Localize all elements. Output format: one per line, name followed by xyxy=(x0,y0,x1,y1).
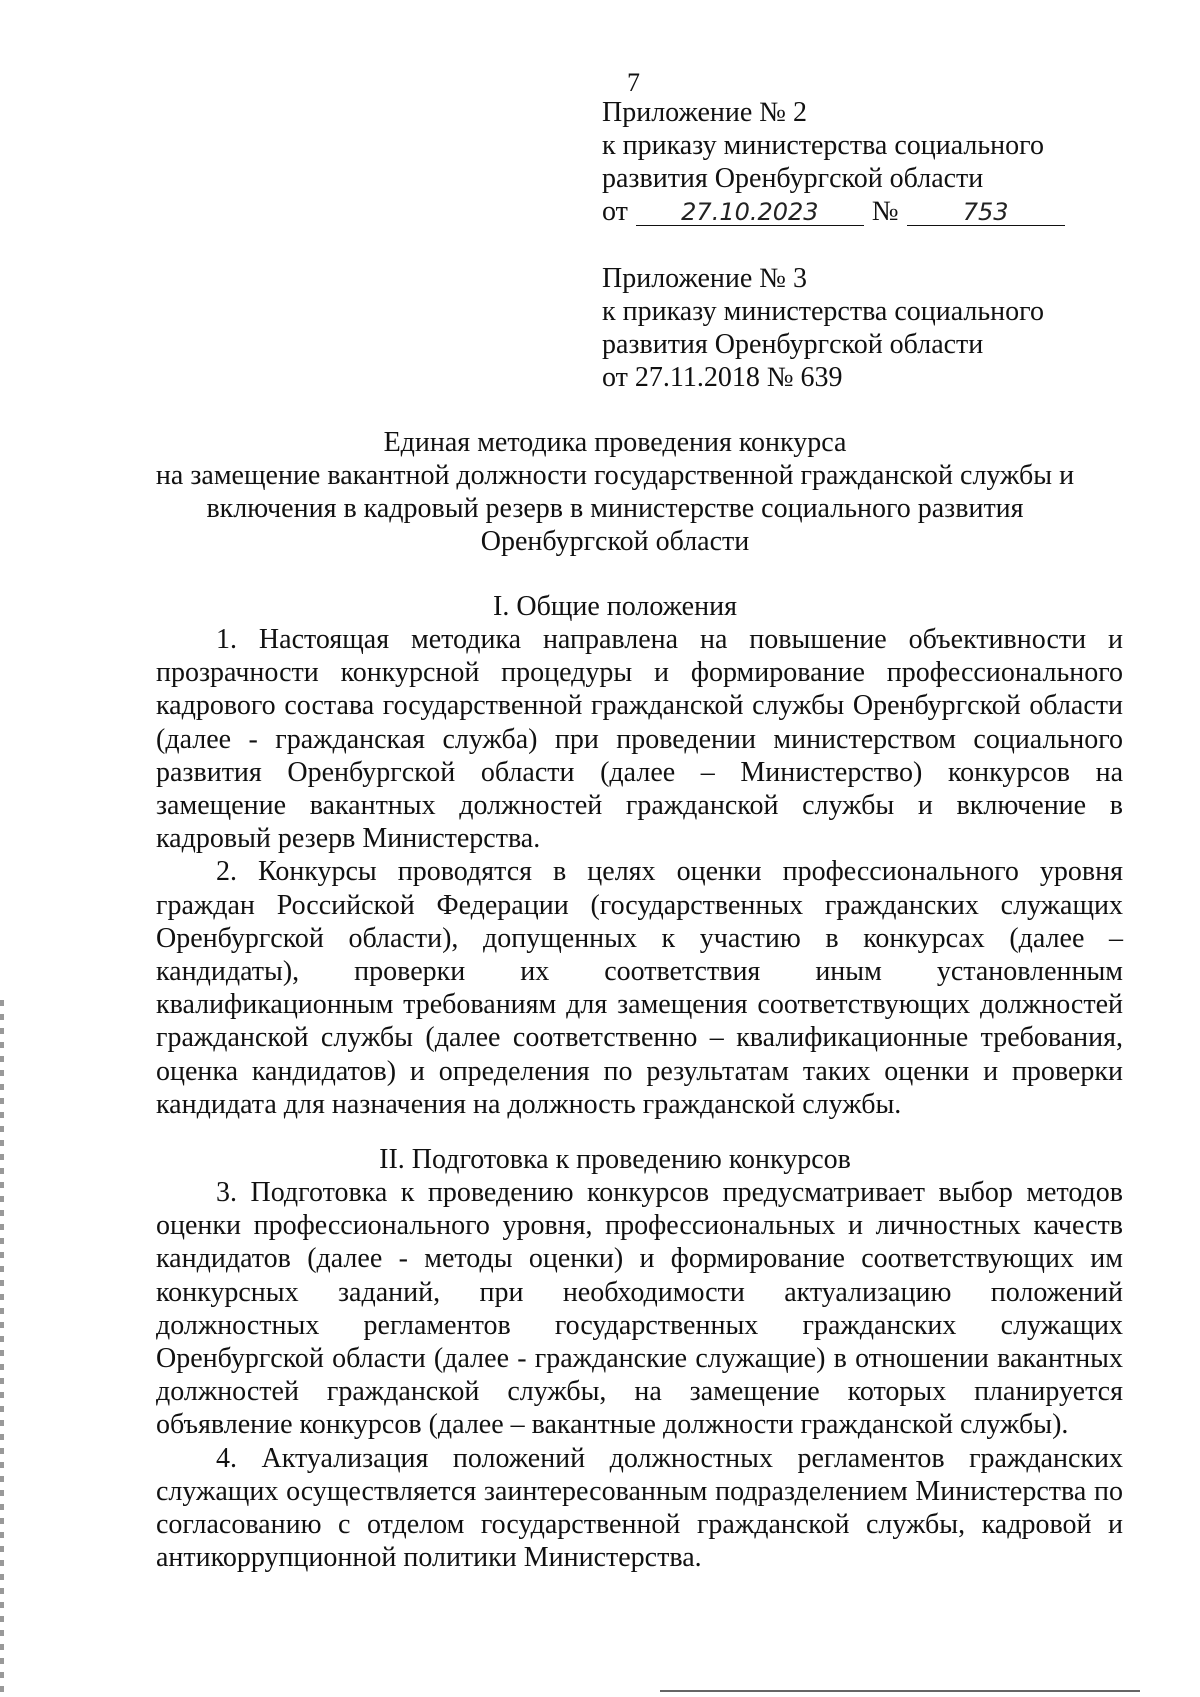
appendix-2-line: развития Оренбургской области xyxy=(602,163,984,194)
appendix-2-title: Приложение № 2 xyxy=(602,97,807,128)
footer-rule xyxy=(660,1690,1140,1692)
paragraph: 2. Конкурсы проводятся в целях оценки профессионального уровня граждан Российской Федерации (государственных гражданских служащих Оренбургской области), допущенных к участию в конкурсах (далее – кандидаты), проверки их соответствия иным установленным квалификационным требованиям для замещения соответствующих должностей гражданской службы (далее соответственно – квалификационные требования, оценка кандидатов) и определения по результатам таких оценки и проверки кандидата для назначения на должность гражданской службы. xyxy=(156,856,1123,1120)
scan-edge-mark xyxy=(0,1000,4,1697)
section-1-heading: I. Общие положения xyxy=(493,591,737,622)
appendix-3-line: от 27.11.2018 № 639 xyxy=(602,362,843,393)
section-2-body xyxy=(156,1176,1123,1574)
page-number: 7 xyxy=(627,68,640,97)
handwritten-number: 753 xyxy=(907,199,1065,226)
section-2-heading: II. Подготовка к проведению конкурсов xyxy=(379,1144,851,1175)
title-line: Оренбургской области xyxy=(480,526,750,557)
paragraph: 1. Настоящая методика направлена на повышение объективности и прозрачности конкурсной процедуры и формирование профессионального кадрового состава государственной гражданской службы Оренбургской области (далее - гражданская служба) при проведении министерством социального развития Оренбургской области (далее – Министерство) конкурсов на замещение вакантных должностей гражданской службы и включение в кадровый резерв Министерства. xyxy=(156,624,1123,855)
appendix-3-title: Приложение № 3 xyxy=(602,263,807,294)
appendix-3-line: развития Оренбургской области xyxy=(602,329,984,360)
appendix-2-block xyxy=(602,96,1065,228)
appendix-2-date-line xyxy=(602,195,1065,228)
appendix-2-line: к приказу министерства социального xyxy=(602,130,1044,161)
handwritten-date: 27.10.2023 xyxy=(636,199,864,226)
number-label: № xyxy=(871,196,899,227)
appendix-3-block xyxy=(602,262,1044,394)
title-line: включения в кадровый резерв в министерстве социального развития xyxy=(206,493,1024,524)
section-1-body xyxy=(156,623,1123,1121)
paragraph: 3. Подготовка к проведению конкурсов предусматривает выбор методов оценки профессионального уровня, профессиональных и личностных качеств кандидатов (далее - методы оценки) и формирование соответствующих им конкурсных заданий, при необходимости актуализацию положений должностных регламентов государственных гражданских служащих Оренбургской области (далее - гражданские служащие) в отношении вакантных должностей гражданской службы, на замещение которых планируется объявление конкурсов (далее – вакантные должности гражданской службы). xyxy=(156,1177,1123,1441)
title-line: Единая методика проведения конкурса xyxy=(383,427,847,458)
from-label: от xyxy=(602,196,628,227)
appendix-3-line: к приказу министерства социального xyxy=(602,296,1044,327)
document-title xyxy=(150,426,1080,558)
title-line: на замещение вакантной должности государственной гражданской службы и xyxy=(155,460,1075,491)
paragraph: 4. Актуализация положений должностных регламентов гражданских служащих осуществляется заинтересованным подразделением Министерства по согласованию с отделом государственной гражданской службы, кадровой и антикоррупционной политики Министерства. xyxy=(156,1442,1123,1574)
